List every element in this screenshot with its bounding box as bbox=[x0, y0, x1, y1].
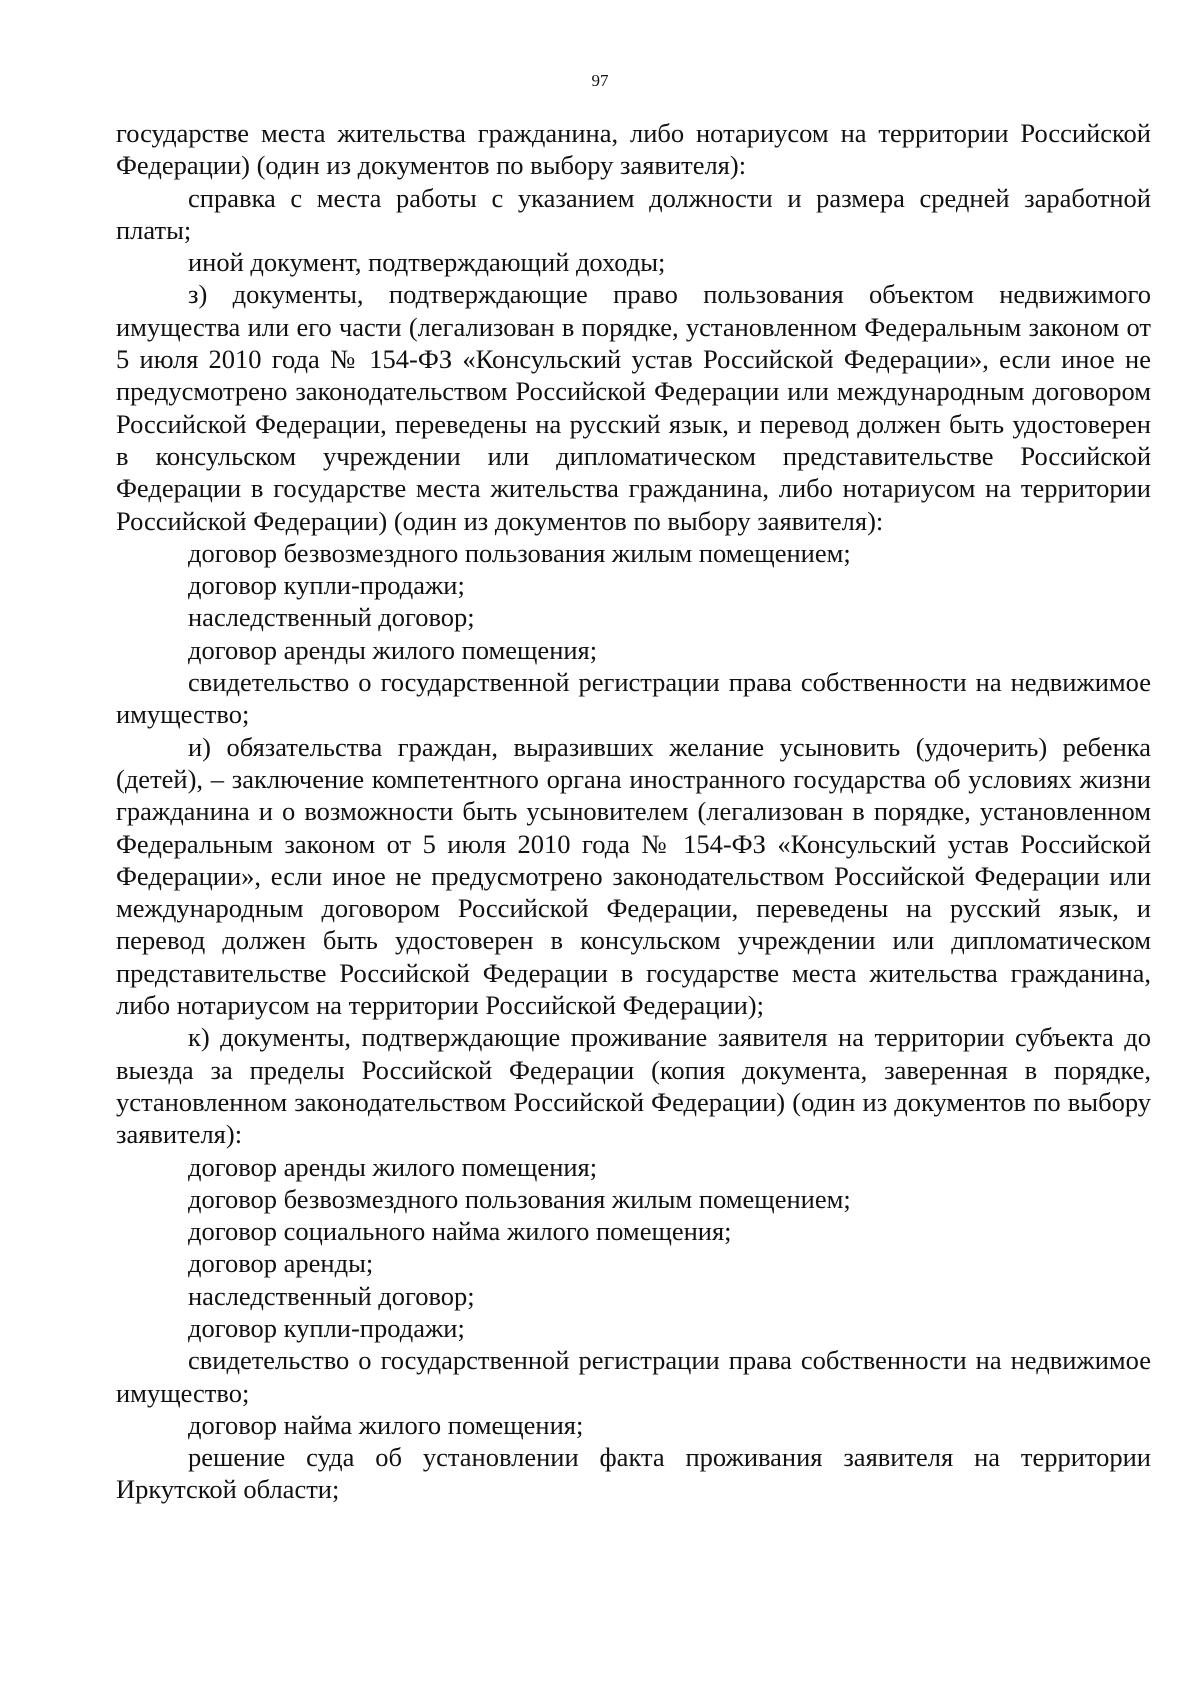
list-item: договор аренды жилого помещения; bbox=[188, 1151, 598, 1182]
list-item: договор социального найма жилого помещения; bbox=[188, 1216, 732, 1247]
document-body bbox=[116, 117, 1151, 1506]
list-item: наследственный договор; bbox=[188, 1280, 475, 1311]
paragraph-item-k: к) документы, подтверждающие проживание заявителя на территории субъекта до выезда за пределы Российской Федерации (копия документа, заверенная в порядке, установленном законодательством Российской Федерации) (один из документов по выбору заявителя): bbox=[116, 1022, 1151, 1150]
list-item: договор аренды; bbox=[188, 1248, 374, 1279]
paragraph: государстве места жительства гражданина, либо нотариусом на территории Российской Федерации) (один из документов по выбору заявителя): bbox=[116, 118, 1151, 181]
list-item: свидетельство о государственной регистрации права собственности на недвижимое имущество; bbox=[116, 667, 1151, 730]
paragraph: справка с места работы с указанием должности и размера средней заработной платы; bbox=[116, 182, 1151, 245]
paragraph-item-i: и) обязательства граждан, выразивших желание усыновить (удочерить) ребенка (детей), – заключение компетентного органа иностранного государства об условиях жизни гражданина и о возможности быть усыновителем (легализован в порядке, установленном Федеральным законом от 5 июля 2010 года № 154-ФЗ «Консульский устав Российской Федерации», если иное не предусмотрено законодательством Российской Федерации или международным договором Российской Федерации, переведены на русский язык, и перевод должен быть удостоверен в консульском учреждении или дипломатическом представительстве Российской Федерации в государстве места жительства гражданина, либо нотариусом на территории Российской Федерации); bbox=[116, 731, 1151, 1021]
paragraph: иной документ, подтверждающий доходы; bbox=[188, 247, 666, 278]
list-item: договор купли-продажи; bbox=[188, 570, 465, 601]
list-item: свидетельство о государственной регистрации права собственности на недвижимое имущество; bbox=[116, 1345, 1151, 1408]
page-number: 97 bbox=[591, 71, 609, 90]
list-item: договор безвозмездного пользования жилым помещением; bbox=[188, 537, 851, 568]
list-item: договор безвозмездного пользования жилым помещением; bbox=[188, 1183, 851, 1214]
list-item: договор купли-продажи; bbox=[188, 1312, 465, 1343]
list-item: договор найма жилого помещения; bbox=[188, 1409, 584, 1440]
list-item: решение суда об установлении факта проживания заявителя на территории Иркутской области; bbox=[116, 1442, 1151, 1505]
paragraph-item-z: з) документы, подтверждающие право пользования объектом недвижимого имущества или его части (легализован в порядке, установленном Федеральным законом от 5 июля 2010 года № 154-ФЗ «Консульский устав Российской Федерации», если иное не предусмотрено законодательством Российской Федерации или международным договором Российской Федерации, переведены на русский язык, и перевод должен быть удостоверен в консульском учреждении или дипломатическом представительстве Российской Федерации в государстве места жительства гражданина, либо нотариусом на территории Российской Федерации) (один из документов по выбору заявителя): bbox=[116, 279, 1151, 536]
list-item: наследственный договор; bbox=[188, 602, 475, 633]
list-item: договор аренды жилого помещения; bbox=[188, 634, 598, 665]
